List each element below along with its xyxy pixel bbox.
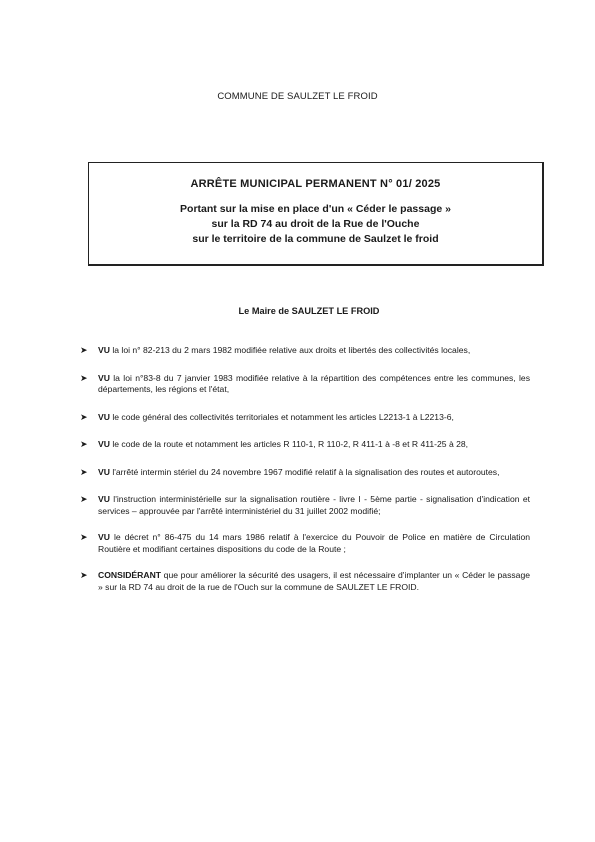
visa-item xyxy=(80,439,530,451)
arrow-right-icon: ➤ xyxy=(80,494,88,504)
visa-text: l'arrêté intermin stériel du 24 novembre 1967 modifié relatif à la signalisation des routes et autoroutes, xyxy=(109,466,500,477)
visa-text: l'instruction interministérielle sur la signalisation routière - livre I - 5ème partie - signalisation d'indication et services – approuvée par l'arrêté interministériel du 31 juillet 2002 modifié; xyxy=(98,494,530,516)
considerant-item xyxy=(80,570,530,593)
arrete-title: ARRÊTE MUNICIPAL PERMANENT N° 01/ 2025 xyxy=(190,178,441,190)
arrow-right-icon: ➤ xyxy=(80,372,88,383)
arrow-right-icon: ➤ xyxy=(80,532,88,542)
visa-list xyxy=(80,345,530,593)
visa-item xyxy=(80,345,530,357)
visa-item xyxy=(80,412,530,424)
visa-keyword: VU xyxy=(98,345,110,355)
visa-keyword: VU xyxy=(98,411,110,422)
considerant-keyword: CONSIDÉRANT xyxy=(98,570,162,580)
arrow-right-icon: ➤ xyxy=(80,345,88,355)
arrete-subject xyxy=(89,202,542,247)
subject-line: sur la RD 74 au droit de la Rue de l'Ouche xyxy=(211,218,420,230)
subject-line: sur le territoire de la commune de Saulzet le froid xyxy=(192,233,439,245)
visa-keyword: VU xyxy=(98,494,110,504)
visa-keyword: VU xyxy=(98,466,110,477)
visa-keyword: VU xyxy=(98,532,110,542)
subject-line: Portant sur la mise en place d'un « Céder le passage » xyxy=(180,203,451,215)
considerant-text: que pour améliorer la sécurité des usagers, il est nécessaire d'implanter un « Céder le passage » sur la RD 74 au droit de la rue de l'Ouch sur la commune de SAULZET LE FROID. xyxy=(98,570,530,592)
arrow-right-icon: ➤ xyxy=(80,466,88,477)
visa-item xyxy=(80,467,530,479)
maire-heading: Le Maire de SAULZET LE FROID xyxy=(238,306,380,316)
arrow-right-icon: ➤ xyxy=(80,570,88,580)
commune-header: COMMUNE DE SAULZET LE FROID xyxy=(217,91,378,102)
visa-item xyxy=(80,494,530,517)
visa-keyword: VU xyxy=(98,439,110,449)
visa-item xyxy=(80,532,530,555)
visa-text: la loi n° 82-213 du 2 mars 1982 modifiée relative aux droits et libertés des collectivités locales, xyxy=(109,345,471,355)
title-box xyxy=(88,162,544,266)
visa-item xyxy=(80,373,530,396)
visa-text: le décret n° 86-475 du 14 mars 1986 relatif à l'exercice du Pouvoir de Police en matière de Circulation Routière et modifiant certaines dispositions du code de la Route ; xyxy=(98,532,530,554)
visa-text: la loi n°83-8 du 7 janvier 1983 modifiée relative à la répartition des compétences entre les communes, les départements, les régions et l'état, xyxy=(98,372,530,394)
arrow-right-icon: ➤ xyxy=(80,411,88,422)
visa-text: le code général des collectivités territoriales et notamment les articles L2213-1 à L2213-6, xyxy=(109,411,454,422)
visa-keyword: VU xyxy=(98,372,110,383)
arrow-right-icon: ➤ xyxy=(80,439,88,449)
visa-text: le code de la route et notamment les articles R 110-1, R 110-2, R 411-1 à -8 et R 411-25 à 28, xyxy=(109,439,469,449)
